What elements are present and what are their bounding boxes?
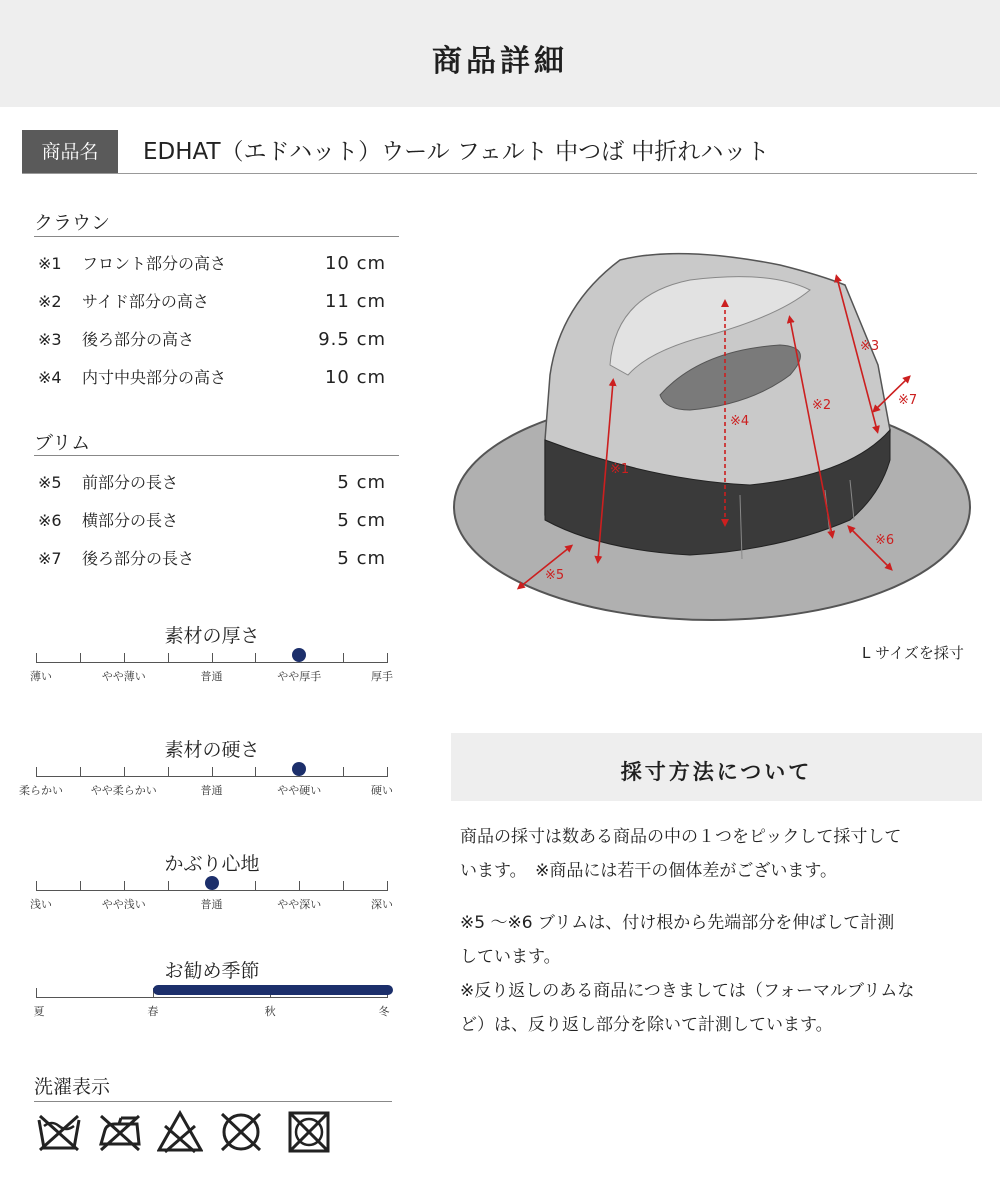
season-label: 秋 bbox=[264, 1005, 276, 1018]
scale-tick bbox=[343, 767, 344, 777]
scale-title: お勧め季節 bbox=[164, 960, 260, 982]
season-label: 春 bbox=[147, 1005, 159, 1018]
scale-tick bbox=[124, 767, 125, 777]
spec-row-crown-back bbox=[38, 326, 386, 354]
scale-axis bbox=[36, 997, 387, 998]
divider bbox=[22, 173, 977, 174]
size-note: L サイズを採寸 bbox=[862, 644, 964, 662]
product-name: EDHAT（エドハット）ウール フェルト 中つば 中折れハット bbox=[143, 139, 770, 165]
spec-mark: ※2 bbox=[38, 292, 62, 311]
spec-mark: ※4 bbox=[38, 368, 62, 387]
scale-label: やや厚手 bbox=[277, 670, 322, 683]
spec-row-crown-side bbox=[38, 288, 386, 316]
season-range-bar bbox=[153, 985, 393, 995]
spec-mark: ※3 bbox=[38, 330, 62, 349]
scale-tick bbox=[343, 653, 344, 663]
no-bleach-icon bbox=[157, 1110, 203, 1154]
scale-label: 普通 bbox=[200, 898, 223, 911]
scale-label: 普通 bbox=[200, 784, 223, 797]
spec-mark: ※1 bbox=[38, 254, 62, 273]
scale-tick bbox=[124, 881, 125, 891]
spec-label: サイド部分の高さ bbox=[82, 292, 209, 311]
scale-label: やや深い bbox=[277, 898, 322, 911]
scale-label: 柔らかい bbox=[19, 784, 63, 797]
method-text-line: います。 ※商品には若干の個体差がございます。 bbox=[460, 861, 838, 881]
scale-tick bbox=[387, 881, 388, 891]
spec-value: 5 cm bbox=[337, 548, 386, 569]
scale-label: 普通 bbox=[200, 670, 223, 683]
scale-tick bbox=[80, 881, 81, 891]
hat-label-4: ※4 bbox=[730, 414, 750, 429]
scale-tick bbox=[36, 881, 37, 891]
spec-row-brim-front bbox=[38, 469, 386, 497]
season-tick bbox=[36, 988, 37, 998]
scale-label: やや硬い bbox=[277, 784, 322, 797]
method-title: 採寸方法について bbox=[620, 760, 813, 784]
hat-illustration bbox=[450, 245, 980, 630]
spec-label: 後ろ部分の高さ bbox=[82, 330, 195, 349]
spec-label: 後ろ部分の長さ bbox=[82, 549, 195, 568]
scale-label: 薄い bbox=[30, 670, 52, 683]
spec-value: 5 cm bbox=[337, 510, 386, 531]
scale-tick bbox=[124, 653, 125, 663]
scale-label: 深い bbox=[371, 898, 393, 911]
scale-tick bbox=[168, 767, 169, 777]
scale-label: やや柔らかい bbox=[90, 784, 157, 797]
scale-tick bbox=[168, 653, 169, 663]
hat-label-1: ※1 bbox=[610, 462, 630, 477]
spec-mark: ※7 bbox=[38, 549, 62, 568]
crown-heading: クラウン bbox=[34, 212, 111, 234]
spec-value: 9.5 cm bbox=[318, 329, 386, 350]
no-tumble-dry-icon bbox=[286, 1110, 332, 1154]
no-dryclean-icon bbox=[218, 1110, 264, 1154]
scale-tick bbox=[168, 881, 169, 891]
divider bbox=[34, 455, 399, 456]
season-label: 夏 bbox=[33, 1005, 45, 1018]
product-name-label: 商品名 bbox=[22, 130, 118, 174]
scale-title: 素材の厚さ bbox=[164, 625, 260, 647]
scale-label: やや浅い bbox=[101, 898, 146, 911]
spec-label: 前部分の長さ bbox=[82, 473, 179, 492]
method-text-line: ど）は、反り返し部分を除いて計測しています。 bbox=[460, 1015, 833, 1035]
season-label: 冬 bbox=[378, 1005, 390, 1018]
method-text-line: ※5 ～※6 ブリムは、付け根から先端部分を伸ばして計測 bbox=[460, 913, 895, 933]
spec-value: 5 cm bbox=[337, 472, 386, 493]
scale-tick bbox=[36, 767, 37, 777]
scale-tick bbox=[343, 881, 344, 891]
scale-tick bbox=[255, 767, 256, 777]
spec-value: 10 cm bbox=[324, 367, 386, 388]
method-text-line: しています。 bbox=[460, 947, 561, 967]
spec-label: 内寸中央部分の高さ bbox=[82, 368, 227, 387]
hat-label-3: ※3 bbox=[860, 339, 880, 354]
method-text-line: 商品の採寸は数ある商品の中の１つをピックして採寸して bbox=[460, 827, 902, 847]
scale-tick bbox=[387, 653, 388, 663]
method-text-line: ※反り返しのある商品につきましては（フォーマルブリムな bbox=[460, 981, 915, 1001]
scale-tick bbox=[299, 881, 300, 891]
scale-level-dot bbox=[205, 876, 219, 890]
wash-heading: 洗濯表示 bbox=[34, 1076, 111, 1098]
page-title: 商品詳細 bbox=[432, 44, 568, 79]
spec-mark: ※5 bbox=[38, 473, 62, 492]
no-wash-icon bbox=[36, 1110, 82, 1154]
scale-level-dot bbox=[292, 762, 306, 776]
divider bbox=[34, 1101, 392, 1102]
scale-tick bbox=[255, 881, 256, 891]
scale-tick bbox=[255, 653, 256, 663]
spec-value: 10 cm bbox=[324, 253, 386, 274]
scale-tick bbox=[80, 767, 81, 777]
scale-tick bbox=[212, 767, 213, 777]
scale-title: かぶり心地 bbox=[164, 853, 260, 875]
hat-label-5: ※5 bbox=[545, 568, 565, 583]
spec-label: フロント部分の高さ bbox=[82, 254, 227, 273]
scale-tick bbox=[212, 653, 213, 663]
scale-label: 硬い bbox=[371, 784, 393, 797]
scale-label: 浅い bbox=[30, 898, 52, 911]
scale-label: やや薄い bbox=[101, 670, 146, 683]
divider bbox=[34, 236, 399, 237]
no-iron-icon bbox=[97, 1110, 143, 1154]
scale-title: 素材の硬さ bbox=[164, 739, 260, 761]
spec-mark: ※6 bbox=[38, 511, 62, 530]
spec-row-brim-back bbox=[38, 545, 386, 573]
hat-label-6: ※6 bbox=[875, 533, 895, 548]
spec-row-brim-side bbox=[38, 507, 386, 535]
scale-label: 厚手 bbox=[371, 670, 393, 683]
brim-heading: ブリム bbox=[34, 432, 91, 454]
scale-tick bbox=[80, 653, 81, 663]
hat-label-7: ※7 bbox=[898, 393, 918, 408]
scale-tick bbox=[36, 653, 37, 663]
spec-value: 11 cm bbox=[324, 291, 386, 312]
scale-tick bbox=[387, 767, 388, 777]
spec-row-crown-front bbox=[38, 250, 386, 278]
scale-level-dot bbox=[292, 648, 306, 662]
spec-label: 横部分の長さ bbox=[82, 511, 179, 530]
spec-row-crown-inner bbox=[38, 364, 386, 392]
hat-label-2: ※2 bbox=[812, 398, 832, 413]
